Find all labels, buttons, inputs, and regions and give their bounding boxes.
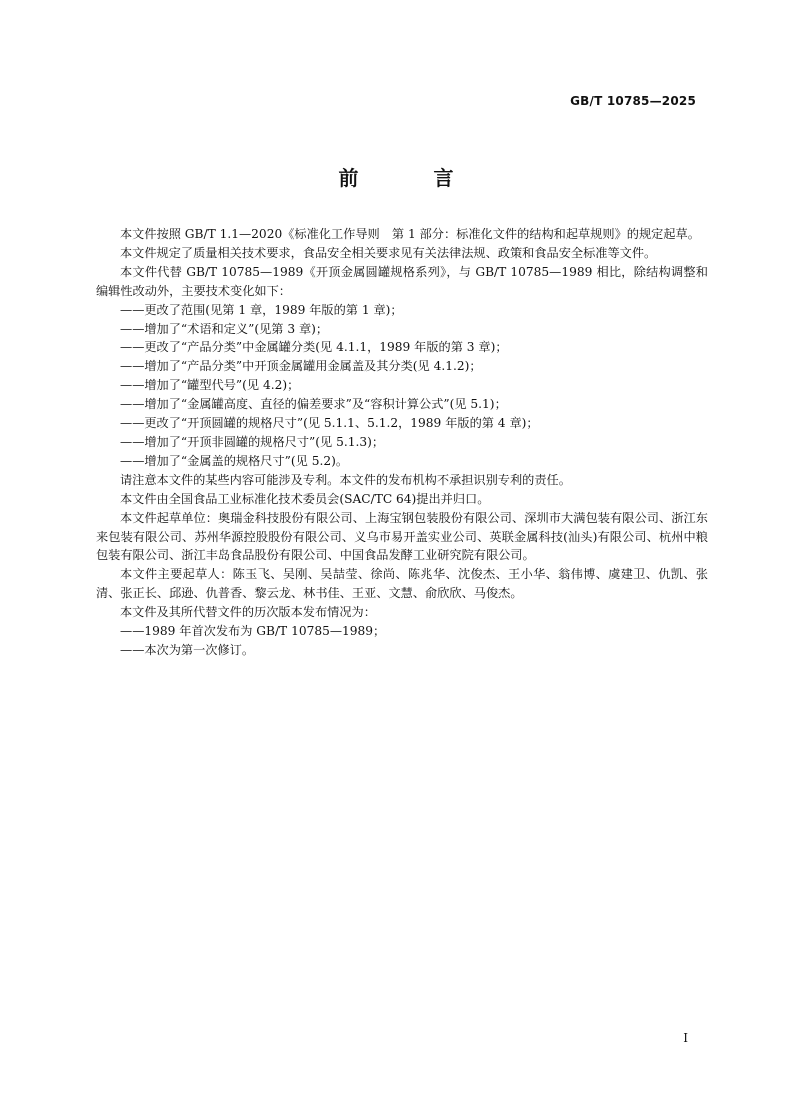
page-title: 前 言	[338, 166, 488, 190]
paragraph-replacement: 本文件代替 GB/T 10785—1989《开顶金属圆罐规格系列》，与 GB/T 10785—1989 相比，除结构调整和编辑性改动外，主要技术变化如下：	[96, 264, 708, 298]
history-item: ——本次为第一次修订。	[120, 642, 255, 657]
change-item: ——增加了“产品分类”中开顶金属罐用金属盖及其分类(见 4.1.2)；	[120, 359, 482, 374]
change-item: ——更改了“产品分类”中金属罐分类(见 4.1.1，1989 年版的第 3 章)；	[120, 340, 508, 355]
document-number: GB/T 10785—2025	[570, 94, 696, 108]
paragraph-drafters: 本文件主要起草人：陈玉飞、吴刚、吴喆莹、徐尚、陈兆华、沈俊杰、王小华、翁伟博、虞建卫、仇凯、张清、张正长、邱逊、仇普香、黎云龙、林书佳、王亚、文慧、俞欣欣、马俊杰。	[96, 567, 708, 601]
paragraph-patent-notice: 请注意本文件的某些内容可能涉及专利。本文件的发布机构不承担识别专利的责任。	[120, 472, 571, 487]
history-item: ——1989 年首次发布为 GB/T 10785—1989；	[120, 624, 386, 639]
paragraph-proposer: 本文件由全国食品工业标准化技术委员会(SAC/TC 64)提出并归口。	[120, 491, 490, 506]
paragraph-drafting-units: 本文件起草单位：奥瑞金科技股份有限公司、上海宝钢包装股份有限公司、深圳市大满包装有限公司、浙江东来包装有限公司、苏州华源控股股份有限公司、义乌市易开盖实业公司、英联金属科技(汕头)有限公司、杭州中粮包装有限公司、浙江丰岛食品股份有限公司、中国食品发酵工业研究院有限公司。	[96, 510, 708, 563]
change-item: ——增加了“罐型代号”(见 4.2)；	[120, 378, 300, 393]
paragraph-scope-note: 本文件规定了质量相关技术要求，食品安全相关要求见有关法律法规、政策和食品安全标准等文件。	[120, 245, 657, 260]
foreword-body	[96, 225, 708, 660]
change-item: ——增加了“术语和定义”(见第 3 章)；	[120, 321, 329, 336]
page-number: I	[683, 1031, 688, 1045]
change-item: ——增加了“金属罐高度、直径的偏差要求”及“容积计算公式”(见 5.1)；	[120, 397, 507, 412]
change-item: ——更改了“开顶圆罐的规格尺寸”(见 5.1.1、5.1.2，1989 年版的第 4 章)；	[120, 416, 539, 431]
paragraph-history-intro: 本文件及其所代替文件的历次版本发布情况为：	[120, 605, 376, 620]
change-item: ——增加了“开顶非圆罐的规格尺寸”(见 5.1.3)；	[120, 434, 385, 449]
change-item: ——增加了“金属盖的规格尺寸”(见 5.2)。	[120, 453, 349, 468]
change-item: ——更改了范围(见第 1 章，1989 年版的第 1 章)；	[120, 302, 403, 317]
paragraph-drafting-rules: 本文件按照 GB/T 1.1—2020《标准化工作导则 第 1 部分：标准化文件的结构和起草规则》的规定起草。	[120, 227, 700, 241]
